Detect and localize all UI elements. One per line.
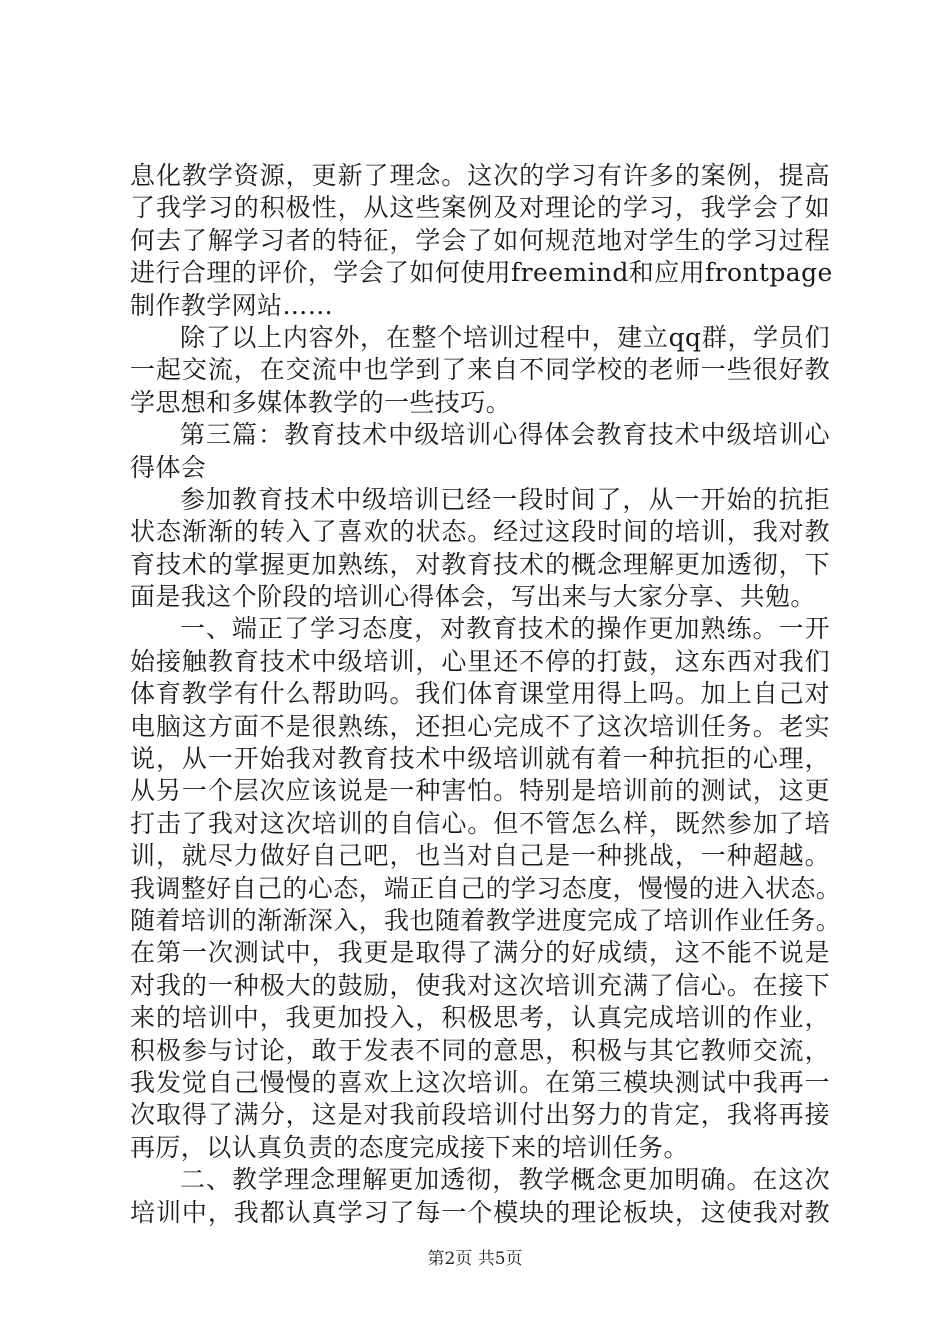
text-line: 对我的一种极大的鼓励，使我对这次培训充满了信心。在接下	[130, 970, 830, 1000]
page-number-footer: 第2页 共5页	[427, 1249, 523, 1269]
text-line: 育技术的掌握更加熟练，对教育技术的概念理解更加透彻，下	[130, 549, 830, 579]
text-line: 进行合理的评价，学会了如何使用freemind和应用frontpage	[130, 258, 833, 288]
paragraph-start: 参加教育技术中级培训已经一段时间了，从一开始的抗拒	[180, 484, 830, 514]
text-line: 次取得了满分，这是对我前段培训付出努力的肯定，我将再接	[130, 1100, 830, 1130]
text-line: 我发觉自己慢慢的喜欢上这次培训。在第三模块测试中我再一	[130, 1067, 830, 1097]
text-line: 制作教学网站……	[130, 290, 334, 320]
paragraph-start: 二、教学理念理解更加透彻，教学概念更加明确。在这次	[180, 1165, 830, 1195]
paragraph-start: 除了以上内容外，在整个培训过程中，建立qq群，学员们	[180, 322, 830, 352]
body-text	[130, 160, 842, 1229]
text-line: 始接触教育技术中级培训，心里还不停的打鼓，这东西对我们	[130, 646, 830, 676]
text-line: 在第一次测试中，我更是取得了满分的好成绩，这不能不说是	[130, 938, 830, 968]
text-line: 电脑这方面不是很熟练，还担心完成不了这次培训任务。老实	[130, 711, 830, 741]
text-line: 了我学习的积极性，从这些案例及对理论的学习，我学会了如	[130, 193, 830, 223]
text-line: 面是我这个阶段的培训心得体会，写出来与大家分享、共勉。	[130, 582, 816, 612]
text-line: 随着培训的渐渐深入，我也随着教学进度完成了培训作业任务。	[130, 905, 842, 935]
text-line: 状态渐渐的转入了喜欢的状态。经过这段时间的培训，我对教	[130, 517, 830, 547]
section-heading-continued: 得体会	[130, 452, 207, 482]
text-line: 来的培训中，我更加投入，积极思考，认真完成培训的作业，	[130, 1003, 830, 1033]
text-line: 从另一个层次应该说是一种害怕。特别是培训前的测试，这更	[130, 776, 830, 806]
text-line: 一起交流，在交流中也学到了来自不同学校的老师一些很好教	[130, 355, 830, 385]
paragraph-start: 一、端正了学习态度，对教育技术的操作更加熟练。一开	[180, 614, 830, 644]
text-line: 积极参与讨论，敢于发表不同的意思，积极与其它教师交流，	[130, 1035, 830, 1065]
text-line: 训，就尽力做好自己吧，也当对自己是一种挑战，一种超越。	[130, 841, 830, 871]
text-line: 再厉，以认真负责的态度完成接下来的培训任务。	[130, 1132, 689, 1162]
text-line: 打击了我对这次培训的自信心。但不管怎么样，既然参加了培	[130, 808, 830, 838]
text-line: 我调整好自己的心态，端正自己的学习态度，慢慢的进入状态。	[130, 873, 842, 903]
text-line: 体育教学有什么帮助吗。我们体育课堂用得上吗。加上自己对	[130, 679, 830, 709]
section-heading: 第三篇：教育技术中级培训心得体会教育技术中级培训心	[180, 420, 830, 450]
text-line: 学思想和多媒体教学的一些技巧。	[130, 387, 512, 417]
text-line: 说，从一开始我对教育技术中级培训就有着一种抗拒的心理，	[130, 744, 830, 774]
text-line: 何去了解学习者的特征，学会了如何规范地对学生的学习过程	[130, 225, 830, 255]
text-line: 息化教学资源，更新了理念。这次的学习有许多的案例，提高	[130, 161, 830, 190]
text-line: 培训中，我都认真学习了每一个模块的理论板块，这使我对教	[130, 1197, 830, 1227]
